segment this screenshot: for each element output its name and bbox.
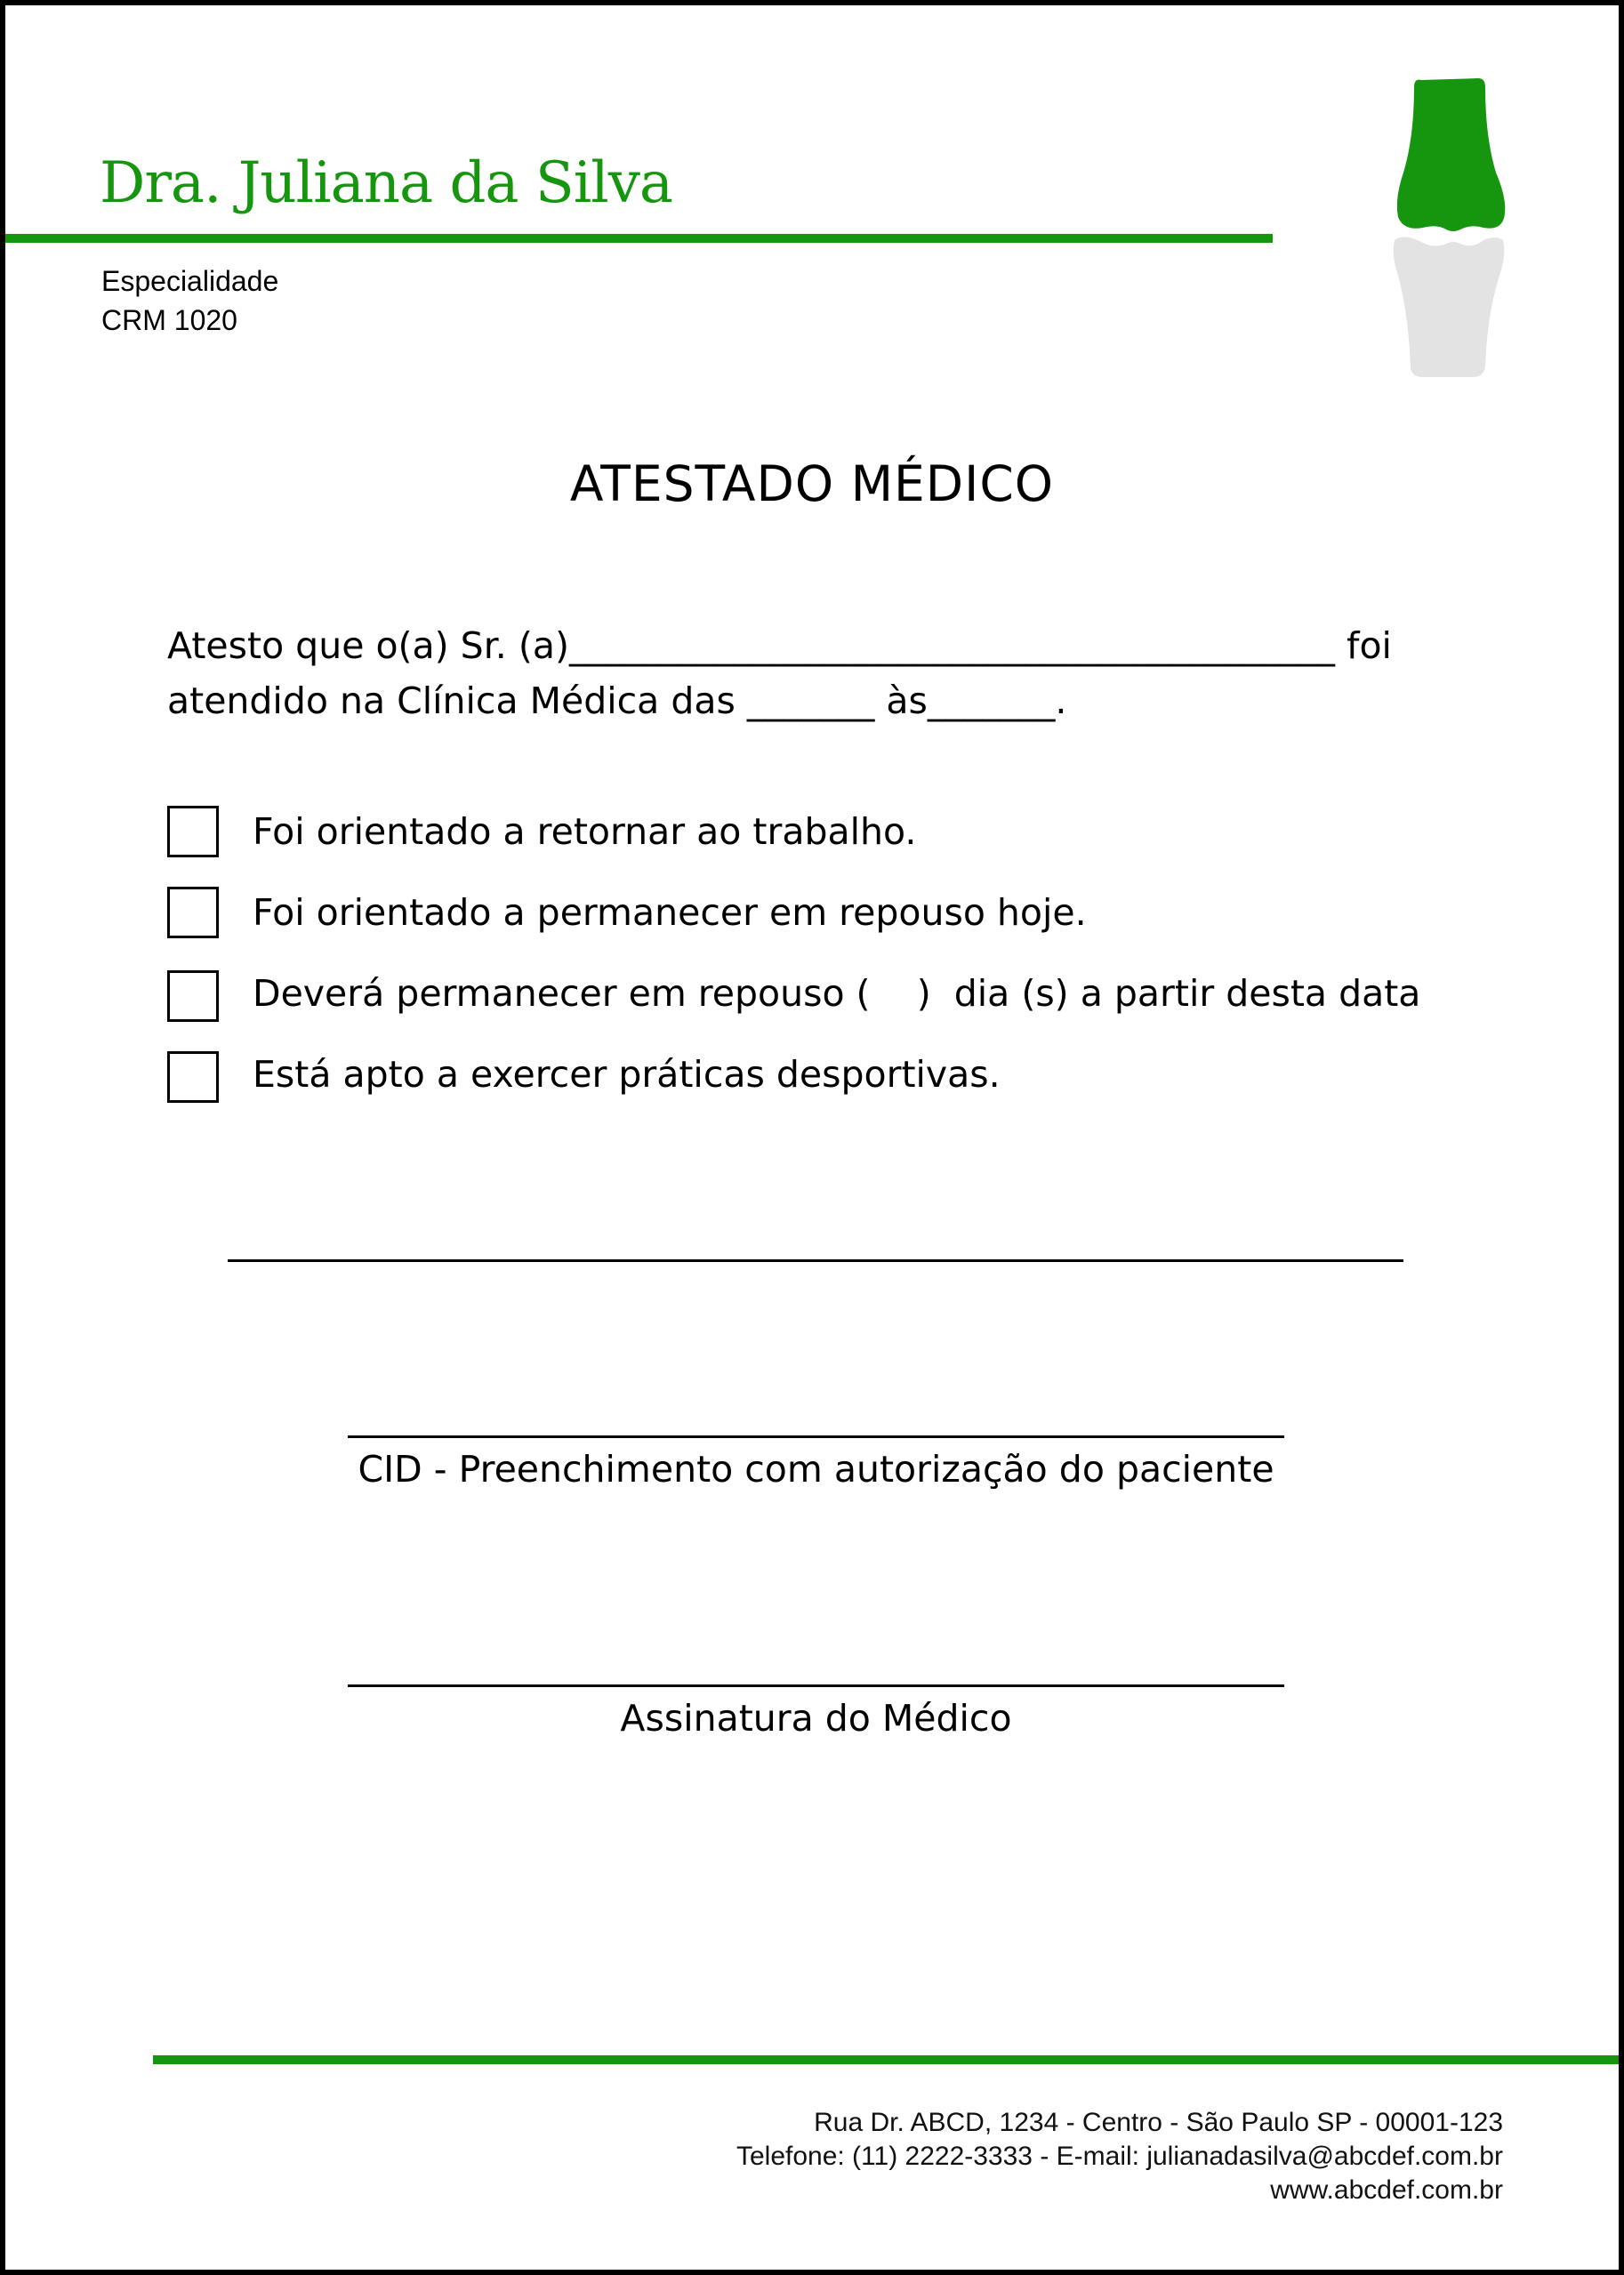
cid-caption: CID - Preenchimento com autorização do paciente: [358, 1448, 1274, 1491]
checkbox-rest-days[interactable]: [167, 970, 219, 1022]
option-label: Está apto a exercer práticas desportivas.: [253, 1053, 1001, 1096]
statement-line-1: Atesto que o(a) Sr. (a)__________________________________________ foi: [167, 624, 1392, 667]
notes-line[interactable]: [228, 1259, 1403, 1262]
checkbox-fit-for-sports[interactable]: [167, 1051, 219, 1103]
document-title: ATESTADO MÉDICO: [569, 455, 1055, 512]
checkbox-rest-today[interactable]: [167, 887, 219, 938]
footer-website: www.abcdef.com.br: [1270, 2175, 1503, 2205]
option-label: Foi orientado a permanecer em repouso hoje.: [253, 891, 1087, 934]
checkbox-return-to-work[interactable]: [167, 806, 219, 857]
statement-line-2: atendido na Clínica Médica das _______ às_______.: [167, 679, 1067, 722]
cid-field-line[interactable]: [348, 1435, 1284, 1438]
specialty-label: Especialidade: [101, 265, 279, 297]
signature-line[interactable]: [348, 1684, 1284, 1687]
crm-number: CRM 1020: [101, 304, 237, 336]
footer-contact: Telefone: (11) 2222-3333 - E-mail: julianadasilva@abcdef.com.br: [736, 2142, 1503, 2171]
header-divider: [5, 234, 1273, 243]
footer-address: Rua Dr. ABCD, 1234 - Centro - São Paulo SP - 00001-123: [814, 2108, 1503, 2137]
doctor-name: Dra. Juliana da Silva: [100, 150, 672, 216]
knee-joint-icon: [1387, 75, 1512, 382]
option-label: Deverá permanecer em repouso ( ) dia (s) a partir desta data: [253, 972, 1421, 1015]
footer-divider: [153, 2055, 1619, 2064]
option-label: Foi orientado a retornar ao trabalho.: [253, 810, 917, 853]
signature-caption: Assinatura do Médico: [620, 1697, 1012, 1740]
